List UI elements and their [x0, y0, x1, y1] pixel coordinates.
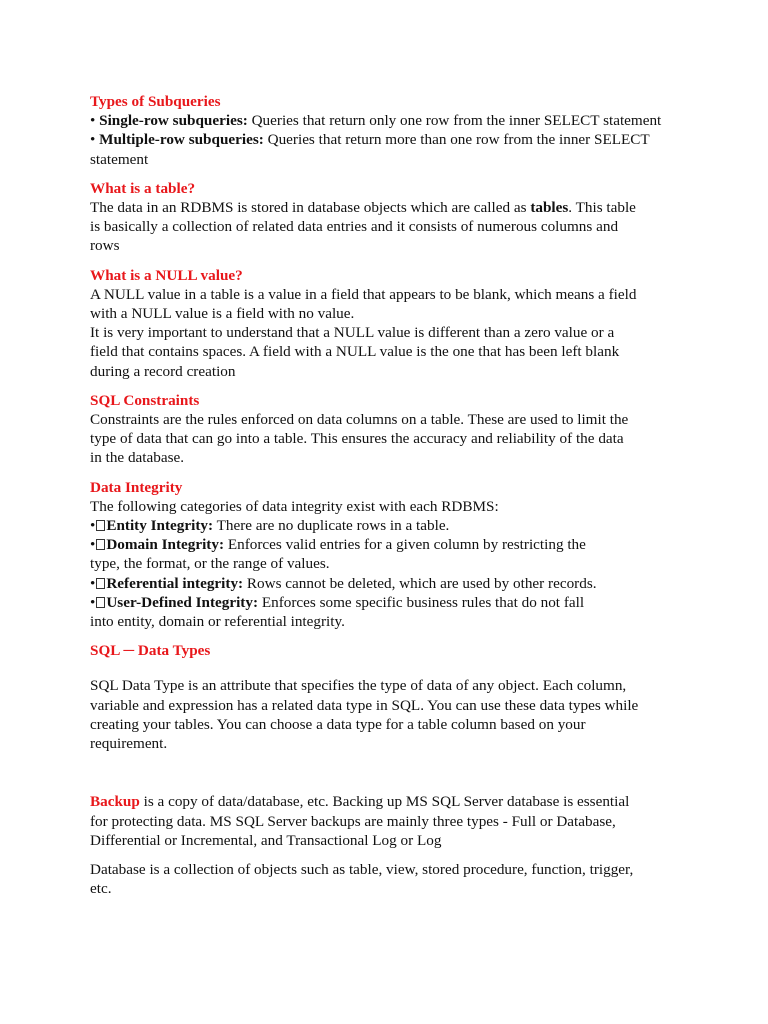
text-line: in the database. — [90, 449, 185, 467]
text-line: It is very important to understand that a NULL value is different than a zero value or a — [90, 324, 615, 342]
term-referential-integrity: Referential integrity: — [106, 574, 244, 592]
heading-sql-data-types: SQL ─ Data Types — [90, 642, 211, 660]
bullet-glyph: • — [90, 131, 96, 149]
text-line: Constraints are the rules enforced on data columns on a table. These are used to limit the — [90, 411, 629, 429]
missing-glyph-box-icon — [96, 578, 105, 589]
bullet-glyph: • — [90, 112, 96, 130]
bullet-referential-integrity — [90, 574, 680, 593]
text-line: requirement. — [90, 735, 168, 753]
heading-what-is-a-null-value: What is a NULL value? — [90, 266, 243, 284]
text-line: Database is a collection of objects such as table, view, stored procedure, function, trigger, — [90, 860, 634, 878]
bullet-glyph: • — [90, 574, 96, 592]
text: There are no duplicate rows in a table. — [213, 517, 450, 535]
text-line: A NULL value in a table is a value in a field that appears to be blank, which means a field — [90, 285, 637, 303]
text-line: type, the format, or the range of values. — [90, 555, 330, 573]
bullet-glyph: • — [90, 517, 96, 535]
section-data-integrity — [90, 478, 680, 632]
section-database — [90, 860, 680, 898]
text-line: with a NULL value is a field with no value. — [90, 305, 355, 323]
text: . This table — [568, 199, 636, 217]
term-domain-integrity: Domain Integrity: — [106, 536, 225, 554]
heading-data-integrity: Data Integrity — [90, 478, 183, 496]
heading-types-of-subqueries: Types of Subqueries — [90, 93, 221, 110]
term-multiple-row: Multiple-row subqueries: — [99, 131, 264, 149]
text: Queries that return only one row from the inner SELECT statement — [247, 112, 662, 130]
bullet-multiple-row — [90, 130, 680, 149]
term-single-row: Single-row subqueries: — [99, 112, 248, 130]
bullet-user-defined-integrity — [90, 593, 680, 612]
term-entity-integrity: Entity Integrity: — [106, 517, 214, 535]
text-line: is basically a collection of related data entries and it consists of numerous columns and — [90, 218, 619, 236]
text-line: during a record creation — [90, 362, 236, 380]
missing-glyph-box-icon — [96, 539, 105, 550]
text-line: into entity, domain or referential integrity. — [90, 613, 345, 631]
text-line: rows — [90, 237, 120, 255]
term-tables: tables — [530, 199, 569, 217]
heading-what-is-a-table: What is a table? — [90, 179, 196, 197]
text-line: field that contains spaces. A field with a NULL value is the one that has been left blank — [90, 343, 620, 361]
section-sql-constraints — [90, 391, 680, 468]
text: Enforces some specific business rules that do not fall — [258, 593, 585, 611]
section-backup — [90, 792, 680, 850]
text-line — [90, 792, 680, 811]
bullet-glyph: • — [90, 536, 96, 554]
text-line: Differential or Incremental, and Transactional Log or Log — [90, 831, 442, 849]
text-line: creating your tables. You can choose a data type for a table column based on your — [90, 715, 586, 733]
section-null-value — [90, 266, 680, 381]
bullet-entity-integrity — [90, 516, 680, 535]
missing-glyph-box-icon — [96, 520, 105, 531]
text: Rows cannot be deleted, which are used by other records. — [243, 574, 597, 592]
bullet-single-row — [90, 111, 680, 130]
document-page — [90, 92, 680, 898]
text-line — [90, 198, 680, 217]
text-line: type of data that can go into a table. This ensures the accuracy and reliability of the data — [90, 430, 624, 448]
text: The data in an RDBMS is stored in database objects which are called as — [90, 199, 531, 217]
term-backup: Backup — [90, 793, 140, 811]
missing-glyph-box-icon — [96, 597, 105, 608]
text-line: for protecting data. MS SQL Server backups are mainly three types - Full or Database, — [90, 812, 616, 830]
section-table — [90, 179, 680, 256]
text: is a copy of data/database, etc. Backing up MS SQL Server database is essential — [139, 793, 630, 811]
text-line: The following categories of data integrity exist with each RDBMS: — [90, 497, 499, 515]
term-user-defined-integrity: User-Defined Integrity: — [106, 593, 259, 611]
heading-sql-constraints: SQL Constraints — [90, 391, 200, 409]
bullet-domain-integrity — [90, 535, 680, 554]
text-line: SQL Data Type is an attribute that specifies the type of data of any object. Each column, — [90, 677, 627, 695]
text-line: etc. — [90, 880, 112, 898]
section-subqueries — [90, 92, 680, 169]
text: Queries that return more than one row from the inner SELECT — [263, 131, 650, 149]
text-line: statement — [90, 150, 149, 168]
text: Enforces valid entries for a given column by restricting the — [224, 536, 586, 554]
section-data-types — [90, 641, 680, 753]
text-line: variable and expression has a related data type in SQL. You can use these data types while — [90, 696, 639, 714]
bullet-glyph: • — [90, 593, 96, 611]
